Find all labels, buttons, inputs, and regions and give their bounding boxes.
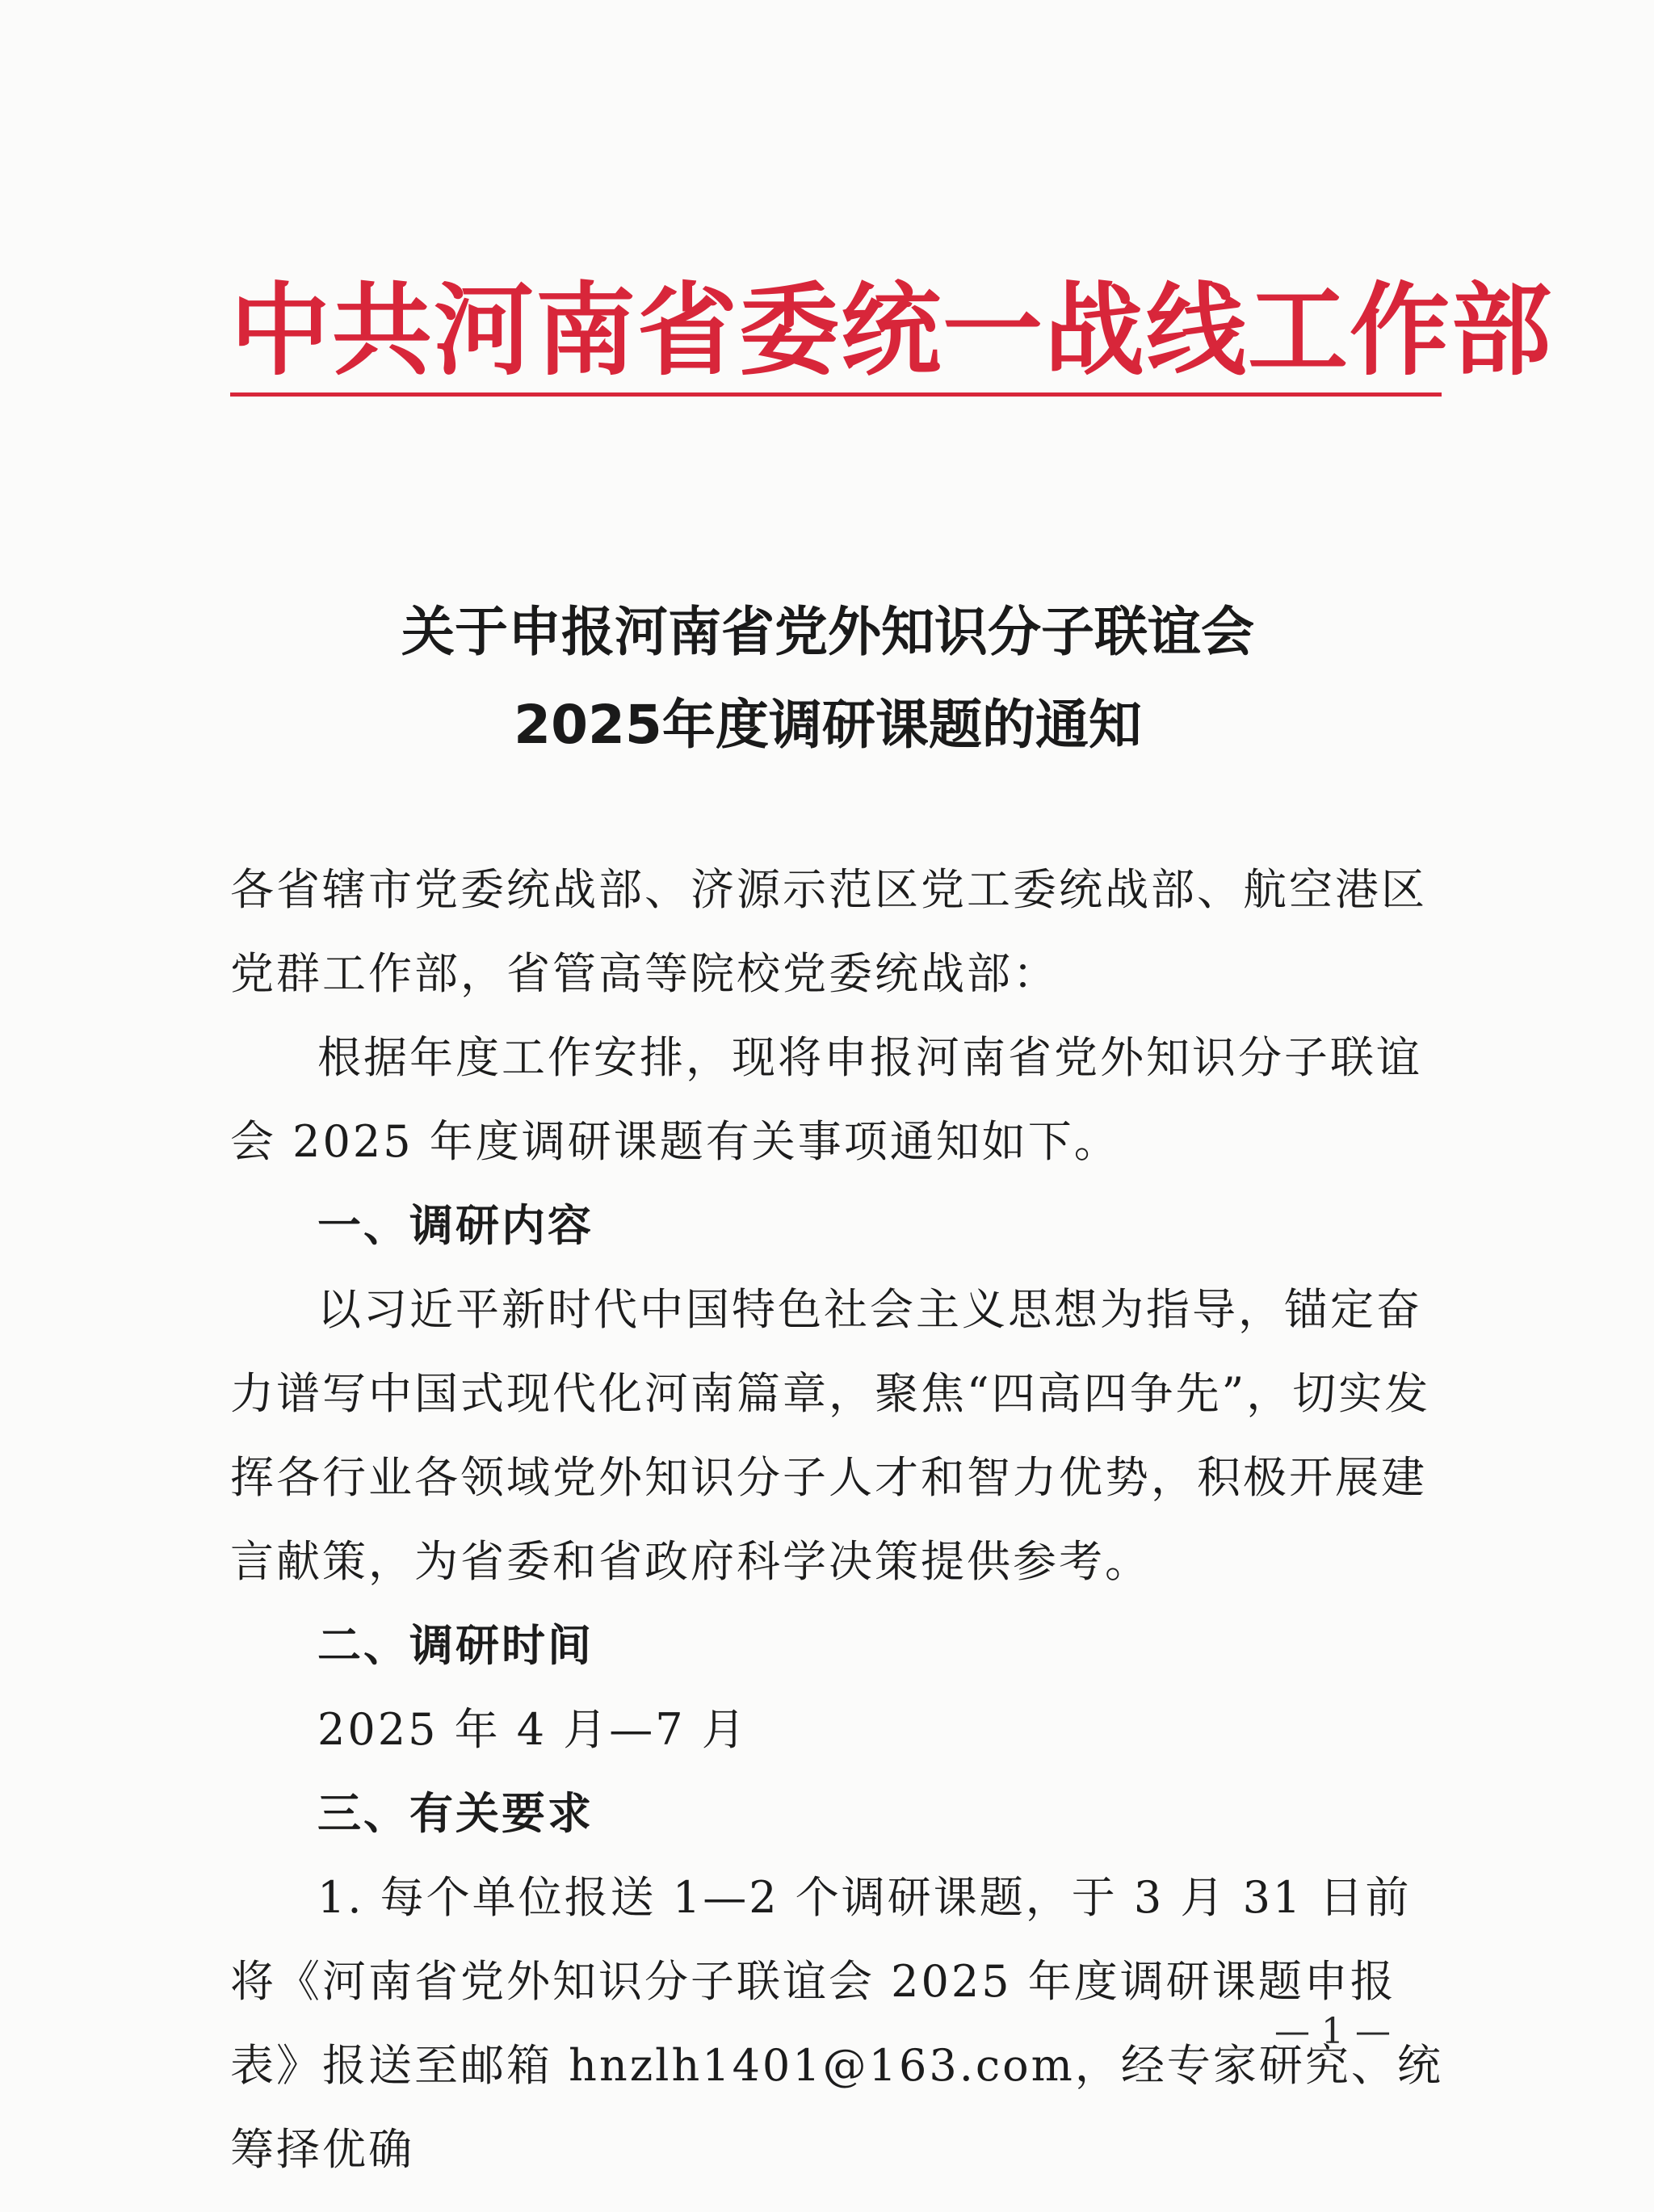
intro-paragraph: 根据年度工作安排，现将申报河南省党外知识分子联谊会 2025 年度调研课题有关事项通知如下。 [230,1032,1422,1167]
recipients: 各省辖市党委统战部、济源示范区党工委统战部、航空港区党群工作部，省管高等院校党委统战部： [230,864,1427,999]
section-body-research-content: 以习近平新时代中国特色社会主义思想为指导，锚定奋力谱写中国式现代化河南篇章，聚焦“四高四争先”，切实发挥各行业各领域党外知识分子人才和智力优势，积极开展建言献策，为省委和省政府科学决策提供参考。 [230,1284,1431,1587]
section-heading-requirements: 三、有关要求 [317,1788,594,1839]
letterhead-red-rule [230,392,1442,397]
section-body-requirements: 1. 每个单位报送 1—2 个调研课题，于 3 月 31 日前将《河南省党外知识分子联谊会 2025 年度调研课题申报表》报送至邮箱 hnzlh1401@163.com，经专家研究、统筹择优确 [230,1872,1443,2175]
section-heading-research-time: 二、调研时间 [317,1620,594,1671]
section-body-research-time: 2025 年 4 月—7 月 [317,1704,748,1755]
letterhead-organization: 中共河南省委统一战线工作部 [230,273,1554,389]
page-number: — 1 — [1274,2011,1391,2052]
document-title-line-1: 关于申报河南省党外知识分子联谊会 [401,601,1254,663]
section-heading-research-content: 一、调研内容 [317,1200,594,1251]
document-title-line-2: 2025年度调研课题的通知 [514,694,1142,756]
